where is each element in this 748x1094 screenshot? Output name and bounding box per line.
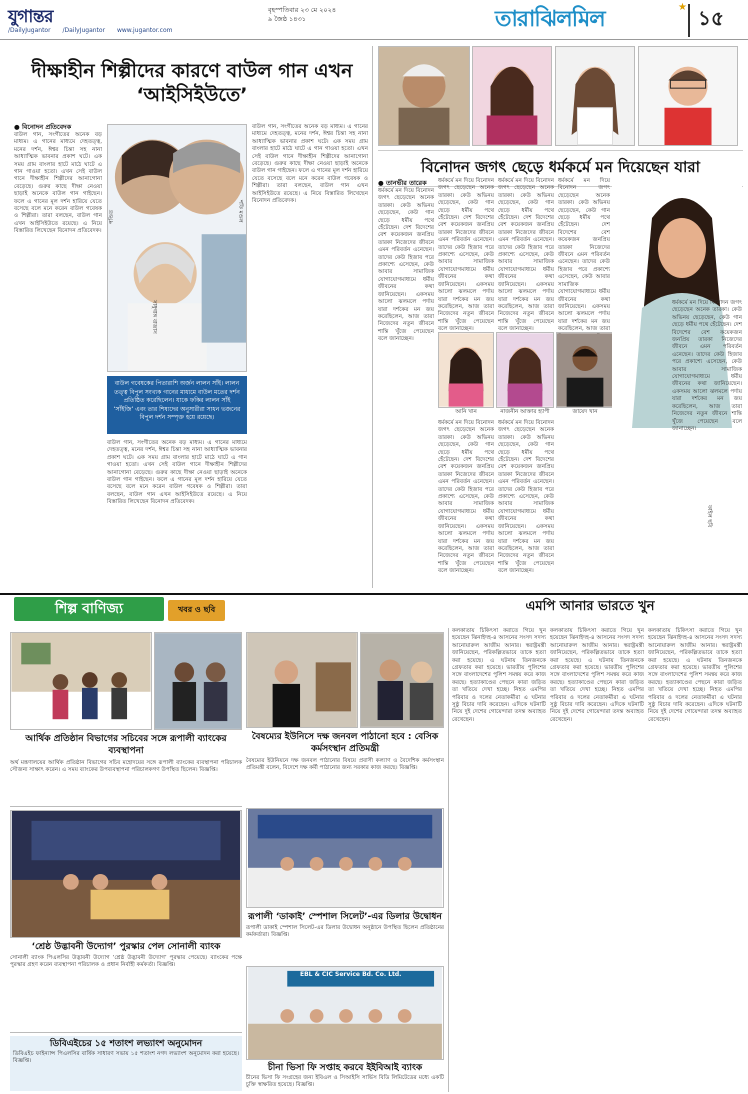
issue-date (268, 6, 336, 24)
ebl-sign: EBL & CIC Service Bd. Co. Ltd. (300, 971, 402, 978)
divider (10, 1032, 242, 1033)
star-photo-3 (555, 46, 635, 146)
commerce-story5-head: চীনা ভিসা ফি সপ্তাহ করবে ইইবিআই ব্যাংক (267, 1063, 423, 1073)
commerce-story1-head: আর্থিক প্রতিষ্ঠান বিভাগের সচিবের সঙ্গে রূপালী ব্যাংকের ব্যবস্থাপনা (25, 734, 227, 756)
commerce-story2-head: বৈষম্যের ইউনিসে দক্ষ জনবল পাঠানো হবে : বেসিক কর্মসংস্থান প্রতিমন্ত্রী (251, 732, 439, 754)
commerce-section-subtitle: খবর ও ছবি (168, 600, 225, 621)
stars-column-5: ধর্মকর্মে মন দিয়ে বিনোদন জগৎ ছেড়েছেন অনেক তারকা। কেউ অভিনয় ছেড়েছেন, কেউ গান ছেড়ে ধর্মীয় পথে হেঁটেছেন। দেশ বিদেশের বেশ কয়েকজন জনপ্রিয় তারকা নিজেদের জীবনে এমন পরিবর্তন এনেছেন। তাদের কেউ হিজাব পরে প্রকাশ্যে এসেছেন, কেউ আবার সামাজিক যোগাযোগমাধ্যমে ধর্মীয় জীবনের কথা জানিয়েছেন। একসময় আলো ঝলমলে পর্দায় যারা দর্শকের মন জয় করেছিলেন, আজ তারা নিজেদের নতুন জীবনে শান্তি খুঁজে পেয়েছেন বলে জানাচ্ছেন। (672, 300, 742, 432)
baul-caption: বাউল গবেষকের পিতারাশি অর্জন লালন সাঁই। লালন তত্ত্ব বিপুল সংখ্যক গানের মাধ্যমে বাউল মতের দর্শন প্রতিষ্ঠিত করেছিলেন। যাকে ফকির লালন সাঁই ‘সাঁইজি’ এবং তার শিষ্যদের অনুসারীরা সাধন ভজনের বিপুল দর্শন সম্পৃক্ত হয়ে রয়েছে। (107, 376, 247, 434)
stars-column-1: ধর্মকর্মে মন দিয়ে বিনোদন জগৎ ছেড়েছেন অনেক তারকা। কেউ অভিনয় ছেড়েছেন, কেউ গান ছেড়ে ধর্মীয় পথে হেঁটেছেন। দেশ বিদেশের বেশ কয়েকজন জনপ্রিয় তারকা নিজেদের জীবনে এমন পরিবর্তন এনেছেন। তাদের কেউ হিজাব পরে প্রকাশ্যে এসেছেন, কেউ আবার সামাজিক যোগাযোগমাধ্যমে ধর্মীয় জীবনের কথা জানিয়েছেন। একসময় আলো ঝলমলে পর্দায় যারা দর্শকের মন জয় করেছিলেন, আজ তারা নিজেদের নতুন জীবনে শান্তি খুঁজে পেয়েছেন বলে জানাচ্ছেন। (378, 188, 434, 343)
facebook-handle[interactable]: /DailyJugantor (62, 27, 106, 34)
issue-date-line2: ৯ জৈষ্ঠ ১৪৩১ (268, 15, 306, 23)
name-zayed: জায়েদ খান (556, 409, 614, 417)
star-photo-1-image (379, 47, 469, 145)
commerce-photo-3b-image (361, 633, 443, 727)
column-divider (448, 628, 449, 1092)
commerce-photo-4 (10, 810, 242, 938)
star-photo-zayed-image (557, 333, 613, 407)
commerce-photo-2 (154, 632, 242, 730)
commerce-story3-body: রূপালী ডাকাই স্পেশাল সিলেট-এর ডিলার উদ্বোধন অনুষ্ঠানে উপস্থিত ছিলেন প্রতিষ্ঠানের কর্মকর্তারা। বিজ্ঞপ্তি। (246, 925, 444, 939)
baul-byline-text: বিনোদন প্রতিবেদক (21, 123, 72, 131)
baul-column-1: বাউল গান, সংগীতের অনেক বড় মাধ্যম। এ গানের মাধ্যমে দেহতত্ত্ব, মনের দর্শন, ঈশ্বর চিন্তা সহ নানা আধ্যাত্মিক ভাবনার প্রকাশ ঘটে। এক সময় গ্রাম বাংলার হাটে মাঠে ঘাটে এ গান গাওয়া হতো। এখন সেই বাউল গানে দীক্ষাহীন শিল্পীদের আনাগোনা বেড়েছে। গুরুর কাছে দীক্ষা নেওয়া ছাড়াই অনেকে বাউল গান গাইছেন। ফলে এ গানের মূল দর্শন হারিয়ে যেতে বসেছে বলে মনে করেন বাউল গবেষক ও শিল্পীরা। তারা বলছেন, বাউল গান এখন আইসিইউতে রয়েছে। এ নিয়ে বিস্তারিত লিখেছেন বিনোদন প্রতিবেদক। (14, 132, 102, 235)
stars-column-4: ধর্মকর্মে মন দিয়ে বিনোদন জগৎ ছেড়েছেন অনেক তারকা। কেউ অভিনয় ছেড়েছেন, কেউ গান ছেড়ে ধর্মীয় পথে হেঁটেছেন। দেশ বিদেশের বেশ কয়েকজন জনপ্রিয় তারকা নিজেদের জীবনে এমন পরিবর্তন এনেছেন। তাদের কেউ হিজাব পরে প্রকাশ্যে এসেছেন, কেউ আবার সামাজিক যোগাযোগমাধ্যমে ধর্মীয় জীবনের কথা জানিয়েছেন। একসময় আলো ঝলমলে পর্দায় যারা দর্শকের মন জয় করেছিলেন, আজ তারা (558, 178, 610, 333)
commerce-story1-body: অর্থ মন্ত্রণালয়ের আর্থিক প্রতিষ্ঠান বিভাগের সচিব মহোদয়ের সঙ্গে রূপালী ব্যাংকের ব্যবস্থাপনা পরিচালক সৌজন্য সাক্ষাৎ করেন। এ সময় ব্যাংকের উপব্যবস্থাপনা পরিচালকগণ উপস্থিত ছিলেন। বিজ্ঞপ্তি। (10, 760, 242, 774)
name-happy: নাজনীন আক্তার হ্যাপী (496, 409, 554, 417)
mp-headline: এমপি আনার ভারতে খুন (525, 599, 655, 614)
photo-label-3: সাধুগাঙ্গ বাজাস (151, 300, 157, 334)
star-photo-2 (472, 46, 552, 146)
mp-column-1: কলকাতায় চিকিৎসা করাতে গিয়ে খুন হয়েছেন ঝিনাইদহ-৪ আসনের সংসদ সদস্য আনোয়ারুল আজীম আনার। স্বরাষ্ট্রমন্ত্রী জানিয়েছেন, পরিকল্পিতভাবে তাকে হত্যা করা হয়েছে। এ ঘটনায় তিনজনকে গ্রেফতার করা হয়েছে। ভারতীয় পুলিশের সঙ্গে বাংলাদেশের পুলিশ সমন্বয় করে কাজ করছে। হত্যাকাণ্ডের পেছনে কারা জড়িত তা খতিয়ে দেখা হচ্ছে। নিহত এমপির পরিবার ও দলের নেতাকর্মীরা এ ঘটনার সুষ্ঠু বিচার দাবি করেছেন। এদিকে ঘটনাটি নিয়ে দুই দেশের গোয়েন্দারা তদন্ত অব্যাহত রেখেছেন। (452, 628, 546, 723)
newspaper-logo: যুগান্তর (8, 7, 53, 27)
photo-label-1: পণ্ডিত (109, 210, 115, 225)
star-photo-zayed (556, 332, 614, 408)
stars-byline-text: তানভীর তারেক (385, 179, 427, 187)
commerce-photo-4-image (11, 811, 241, 937)
commerce-photo-6 (246, 966, 444, 1060)
baul-column-3: বাউল গান, সংগীতের অনেক বড় মাধ্যম। এ গানের মাধ্যমে দেহতত্ত্ব, মনের দর্শন, ঈশ্বর চিন্তা সহ নানা আধ্যাত্মিক ভাবনার প্রকাশ ঘটে। এক সময় গ্রাম বাংলার হাটে মাঠে ঘাটে এ গান গাওয়া হতো। এখন সেই বাউল গানে দীক্ষাহীন শিল্পীদের আনাগোনা বেড়েছে। গুরুর কাছে দীক্ষা নেওয়া ছাড়াই অনেকে বাউল গান গাইছেন। ফলে এ গানের মূল দর্শন হারিয়ে যেতে বসেছে বলে মনে করেন বাউল গবেষক ও শিল্পীরা। তারা বলছেন, বাউল গান এখন আইসিইউতে রয়েছে। এ নিয়ে বিস্তারিত লিখেছেন বিনোদন প্রতিবেদক। (252, 124, 368, 205)
stars-headline: বিনোদন জগৎ ছেড়ে ধর্মকর্মে মন দিয়েছেন যারা (378, 150, 743, 187)
stars-column-2b: ধর্মকর্মে মন দিয়ে বিনোদন জগৎ ছেড়েছেন অনেক তারকা। কেউ অভিনয় ছেড়েছেন, কেউ গান ছেড়ে ধর্মীয় পথে হেঁটেছেন। দেশ বিদেশের বেশ কয়েকজন জনপ্রিয় তারকা নিজেদের জীবনে এমন পরিবর্তন এনেছেন। তাদের কেউ হিজাব পরে প্রকাশ্যে এসেছেন, কেউ আবার সামাজিক যোগাযোগমাধ্যমে ধর্মীয় জীবনের কথা জানিয়েছেন। একসময় আলো ঝলমলে পর্দায় যারা দর্শকের মন জয় করেছিলেন, আজ তারা নিজেদের নতুন জীবনে শান্তি খুঁজে পেয়েছেন বলে জানাচ্ছেন। (438, 420, 494, 575)
commerce-photo-1-image (11, 633, 151, 729)
mp-column-3: কলকাতায় চিকিৎসা করাতে গিয়ে খুন হয়েছেন ঝিনাইদহ-৪ আসনের সংসদ সদস্য আনোয়ারুল আজীম আনার। স্বরাষ্ট্রমন্ত্রী জানিয়েছেন, পরিকল্পিতভাবে তাকে হত্যা করা হয়েছে। এ ঘটনায় তিনজনকে গ্রেফতার করা হয়েছে। ভারতীয় পুলিশের সঙ্গে বাংলাদেশের পুলিশ সমন্বয় করে কাজ করছে। হত্যাকাণ্ডের পেছনে কারা জড়িত তা খতিয়ে দেখা হচ্ছে। নিহত এমপির পরিবার ও দলের নেতাকর্মীরা এ ঘটনার সুষ্ঠু বিচার দাবি করেছেন। এদিকে ঘটনাটি নিয়ে দুই দেশের গোয়েন্দারা তদন্ত অব্যাহত রেখেছেন। (648, 628, 742, 723)
issue-date-line1: বৃহস্পতিবার ২৩ মে ২০২৪ (268, 6, 337, 14)
commerce-story4-head: ‘শ্রেষ্ঠ উদ্ভাবনী উদ্যোগ’ পুরস্কার পেল সোনালী ব্যাংক (31, 942, 221, 952)
stars-column-2: ধর্মকর্মে মন দিয়ে বিনোদন জগৎ ছেড়েছেন অনেক তারকা। কেউ অভিনয় ছেড়েছেন, কেউ গান ছেড়ে ধর্মীয় পথে হেঁটেছেন। দেশ বিদেশের বেশ কয়েকজন জনপ্রিয় তারকা নিজেদের জীবনে এমন পরিবর্তন এনেছেন। তাদের কেউ হিজাব পরে প্রকাশ্যে এসেছেন, কেউ আবার সামাজিক যোগাযোগমাধ্যমে ধর্মীয় জীবনের কথা জানিয়েছেন। একসময় আলো ঝলমলে পর্দায় যারা দর্শকের মন জয় করেছিলেন, আজ তারা নিজেদের নতুন জীবনে শান্তি খুঁজে পেয়েছেন বলে জানাচ্ছেন। (438, 178, 494, 333)
stars-byline: ● তানভীর তারেক (378, 179, 427, 187)
star-photo-ani-image (439, 333, 493, 407)
star-photo-4 (638, 46, 738, 146)
commerce-story5-body: চীনের ভিসা ফি সংগ্রহের জন্য ইবিএল ও সিআইসি সার্ভিস বিডি লিমিটেডের মধ্যে একটি চুক্তি স্বাক্ষরিত হয়েছে। বিজ্ঞপ্তি। (246, 1075, 444, 1089)
baul-headline: দীক্ষাহীন শিল্পীদের কারণে বাউল গান এখন ‘আইসিইউতে’ (31, 60, 353, 106)
star-photo-happy (496, 332, 554, 408)
star-photo-3-image (556, 47, 634, 145)
commerce-story6-body: ডিবিএইচ ফাইন্যান্স পিএলসির বার্ষিক সাধারণ সভায় ১৫ শতাংশ নগদ লভ্যাংশ অনুমোদন করা হয়েছে। বিজ্ঞপ্তি। (10, 1051, 242, 1091)
commerce-story2-body: বৈষম্যের ইউনিয়নে দক্ষ জনবল পাঠানোর বিষয়ে প্রবাসী কল্যাণ ও বৈদেশিক কর্মসংস্থান প্রতিমন্ত্রী বলেন, বিদেশে দক্ষ কর্মী পাঠানোর জন্য সরকার কাজ করছে। বিজ্ঞপ্তি। (246, 758, 444, 772)
section-brand: তারাঝিলমিল (495, 6, 605, 32)
commerce-photo-5-image (247, 809, 443, 907)
stars-column-3: ধর্মকর্মে মন দিয়ে বিনোদন জগৎ ছেড়েছেন অনেক তারকা। কেউ অভিনয় ছেড়েছেন, কেউ গান ছেড়ে ধর্মীয় পথে হেঁটেছেন। দেশ বিদেশের বেশ কয়েকজন জনপ্রিয় তারকা নিজেদের জীবনে এমন পরিবর্তন এনেছেন। তাদের কেউ হিজাব পরে প্রকাশ্যে এসেছেন, কেউ আবার সামাজিক যোগাযোগমাধ্যমে ধর্মীয় জীবনের কথা জানিয়েছেন। একসময় আলো ঝলমলে পর্দায় যারা দর্শকের মন জয় করেছিলেন, আজ তারা নিজেদের নতুন জীবনে শান্তি খুঁজে পেয়েছেন বলে জানাচ্ছেন। (498, 178, 554, 333)
commerce-story6-head: ডিবিএইচের ১৫ শতাংশ লভ্যাংশ অনুমোদন (10, 1036, 242, 1052)
social-links (8, 27, 182, 34)
star-icon: ★ (678, 2, 687, 13)
page-number: ১৫ (688, 4, 724, 37)
baul-photo-image (108, 125, 246, 371)
divider (10, 806, 242, 807)
commerce-photo-3b (360, 632, 444, 728)
masthead (0, 0, 748, 40)
commerce-photo-5 (246, 808, 444, 908)
commerce-section-title: শিল্প বাণিজ্য (14, 597, 164, 621)
star-photo-happy-image (497, 333, 553, 407)
photo-label-2: শফি মণ্ডল (237, 200, 243, 223)
commerce-story4-body: সোনালী ব্যাংক পিএলসির উদ্ভাবনী উদ্যোগ ‘শ্রেষ্ঠ উদ্ভাবনী উদ্যোগ’ পুরস্কার পেয়েছে। ব্যাংকের পক্ষে পুরস্কার গ্রহণ করেন ব্যবস্থাপনা পরিচালক ও প্রধান নির্বাহী কর্মকর্তা। বিজ্ঞপ্তি। (10, 955, 242, 969)
commerce-photo-3a-image (247, 633, 357, 727)
star-photo-ani (438, 332, 494, 408)
commerce-photo-1 (10, 632, 152, 730)
stars-column-3b: ধর্মকর্মে মন দিয়ে বিনোদন জগৎ ছেড়েছেন অনেক তারকা। কেউ অভিনয় ছেড়েছেন, কেউ গান ছেড়ে ধর্মীয় পথে হেঁটেছেন। দেশ বিদেশের বেশ কয়েকজন জনপ্রিয় তারকা নিজেদের জীবনে এমন পরিবর্তন এনেছেন। তাদের কেউ হিজাব পরে প্রকাশ্যে এসেছেন, কেউ আবার সামাজিক যোগাযোগমাধ্যমে ধর্মীয় জীবনের কথা জানিয়েছেন। একসময় আলো ঝলমলে পর্দায় যারা দর্শকের মন জয় করেছিলেন, আজ তারা নিজেদের নতুন জীবনে শান্তি খুঁজে পেয়েছেন বলে জানাচ্ছেন। (498, 420, 554, 575)
commerce-story3-head: রূপালী ‘ডাকাই’ স্পেশাল সিলেট’-এর ডিলার উদ্বোধন (248, 912, 442, 922)
star-photo-4-image (639, 47, 737, 145)
commerce-photo-6-image (247, 967, 443, 1059)
mp-column-2: কলকাতায় চিকিৎসা করাতে গিয়ে খুন হয়েছেন ঝিনাইদহ-৪ আসনের সংসদ সদস্য আনোয়ারুল আজীম আনার। স্বরাষ্ট্রমন্ত্রী জানিয়েছেন, পরিকল্পিতভাবে তাকে হত্যা করা হয়েছে। এ ঘটনায় তিনজনকে গ্রেফতার করা হয়েছে। ভারতীয় পুলিশের সঙ্গে বাংলাদেশের পুলিশ সমন্বয় করে কাজ করছে। হত্যাকাণ্ডের পেছনে কারা জড়িত তা খতিয়ে দেখা হচ্ছে। নিহত এমপির পরিবার ও দলের নেতাকর্মীরা এ ঘটনার সুষ্ঠু বিচার দাবি করেছেন। এদিকে ঘটনাটি নিয়ে দুই দেশের গোয়েন্দারা তদন্ত অব্যাহত রেখেছেন। (550, 628, 644, 723)
column-divider (372, 46, 373, 588)
star-photo-2-image (473, 47, 551, 145)
baul-photo-collage (107, 124, 247, 372)
baul-column-2: বাউল গান, সংগীতের অনেক বড় মাধ্যম। এ গানের মাধ্যমে দেহতত্ত্ব, মনের দর্শন, ঈশ্বর চিন্তা সহ নানা আধ্যাত্মিক ভাবনার প্রকাশ ঘটে। এক সময় গ্রাম বাংলার হাটে মাঠে ঘাটে এ গান গাওয়া হতো। এখন সেই বাউল গানে দীক্ষাহীন শিল্পীদের আনাগোনা বেড়েছে। গুরুর কাছে দীক্ষা নেওয়া ছাড়াই অনেকে বাউল গান গাইছেন। ফলে এ গানের মূল দর্শন হারিয়ে যেতে বসেছে বলে মনে করেন বাউল গবেষক ও শিল্পীরা। তারা বলছেন, বাউল গান এখন আইসিইউতে রয়েছে। এ নিয়ে বিস্তারিত লিখেছেন বিনোদন প্রতিবেদক। (107, 440, 247, 506)
photo-credit: ফাইল ছবি (706, 505, 712, 528)
twitter-handle[interactable]: /DailyJugantor (8, 27, 51, 34)
star-photo-1 (378, 46, 470, 146)
name-ani: আনি খান (438, 409, 494, 417)
commerce-photo-2-image (155, 633, 241, 729)
commerce-photo-3a (246, 632, 358, 728)
website-link[interactable]: www.jugantor.com (116, 27, 173, 34)
baul-byline: ● বিনোদন প্রতিবেদক (14, 123, 72, 131)
